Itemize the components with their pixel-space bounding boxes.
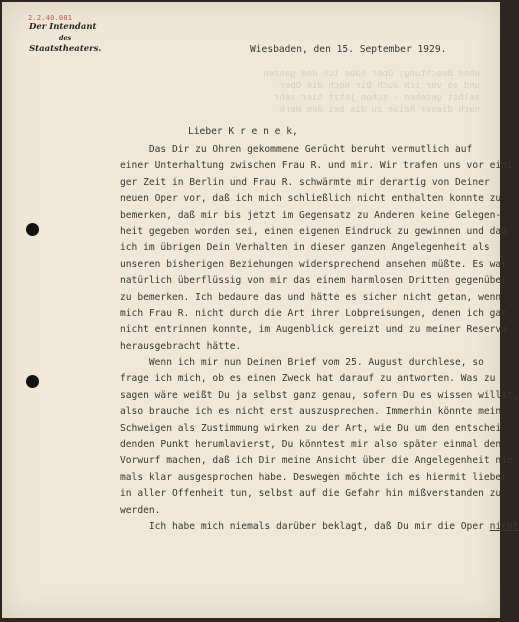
- body-line: Schweigen als Zustimmung wirken zu der Art, wie Du um den entschei-: [120, 422, 507, 434]
- body-line: einer Unterhaltung zwischen Frau R. und mir. Wir trafen uns vor eini-: [120, 160, 519, 172]
- body-line: Vorwurf machen, daß ich Dir meine Ansicht über die Angelegenheit nie-: [120, 455, 519, 467]
- body-line: in aller Offenheit tun, selbst auf die Gefahr hin mißverstanden zu: [120, 488, 502, 500]
- body-line: Wenn ich mir nun Deinen Brief vom 25. August durchlese, so: [120, 357, 484, 369]
- body-line: ger Zeit in Berlin und Frau R. schwärmte mir derartig von Deiner: [120, 176, 490, 188]
- last-line-prefix: Ich habe mich niemals darüber beklagt, daß Du mir die Oper: [120, 520, 490, 532]
- body-line: also brauche ich es nicht erst auszusprechen. Immerhin könnte mein: [120, 406, 502, 418]
- body-line: herausgebracht hätte.: [120, 340, 242, 352]
- body-line: sagen wäre weißt Du ja selbst ganz genau, sofern Du es wissen willst,: [120, 389, 519, 401]
- body-line: denden Punkt herumlavierst, Du könntest mir also später einmal den: [120, 439, 502, 451]
- body-line: mals klar ausgesprochen habe. Deswegen möchte ich es hiermit lieber: [120, 471, 507, 483]
- body-line: bemerken, daß mir bis jetzt im Gegensatz zu Anderen keine Gelegen-: [120, 209, 502, 221]
- body-line: zu bemerken. Ich bedaure das und hätte es sicher nicht getan, wenn: [120, 291, 502, 303]
- body-line-last: [120, 519, 519, 535]
- body-line: Das Dir zu Ohren gekommene Gerücht beruht vermutlich auf: [120, 144, 473, 155]
- bleed-through-text: ohne Beachtung; Oper habe ich dem ganzen und so vor ich auch Dir noch die Oper selbst gesehen - schon jetzt hier sehr nach dieser Reise zu die bei dem Werk: [263, 69, 480, 115]
- letter-page: [2, 2, 519, 618]
- body-line: unseren bisherigen Beziehungen widersprechend ansehen müßte. Es war: [120, 258, 507, 270]
- body-line: heit gegeben worden sei, einen eigenen Eindruck zu gewinnen und daß: [120, 225, 507, 237]
- body-line: ich im übrigen Dein Verhalten in dieser ganzen Angelegenheit als: [120, 242, 490, 254]
- body-line: mich Frau R. nicht durch die Art ihrer Lobpreisungen, denen ich gar: [120, 307, 507, 319]
- letter-body: [120, 142, 519, 535]
- body-line: werden.: [120, 504, 161, 516]
- archive-mark: 2.2.40.081: [28, 14, 73, 22]
- salutation: Lieber K r e n e k,: [188, 126, 298, 137]
- punch-hole-top: [26, 223, 39, 236]
- punch-hole-bottom: [26, 375, 39, 388]
- letterhead-line1: Der Intendant: [29, 22, 97, 32]
- body-line: neuen Oper vor, daß ich mich schließlich nicht enthalten konnte zu: [120, 193, 502, 205]
- underlined-word: nicht: [489, 520, 519, 532]
- date-line: Wiesbaden, den 15. September 1929.: [250, 44, 447, 55]
- letterhead-line2: des: [59, 34, 72, 42]
- body-line: frage ich mich, ob es einen Zweck hat darauf zu antworten. Was zu: [120, 373, 496, 385]
- letterhead-line3: Staatstheaters.: [29, 44, 102, 54]
- body-line: natürlich überflüssig von mir das einem harmlosen Dritten gegenüber: [120, 275, 507, 287]
- body-line: nicht entrinnen konnte, im Augenblick gereizt und zu meiner Reserve: [120, 324, 507, 336]
- letterhead: [29, 22, 101, 55]
